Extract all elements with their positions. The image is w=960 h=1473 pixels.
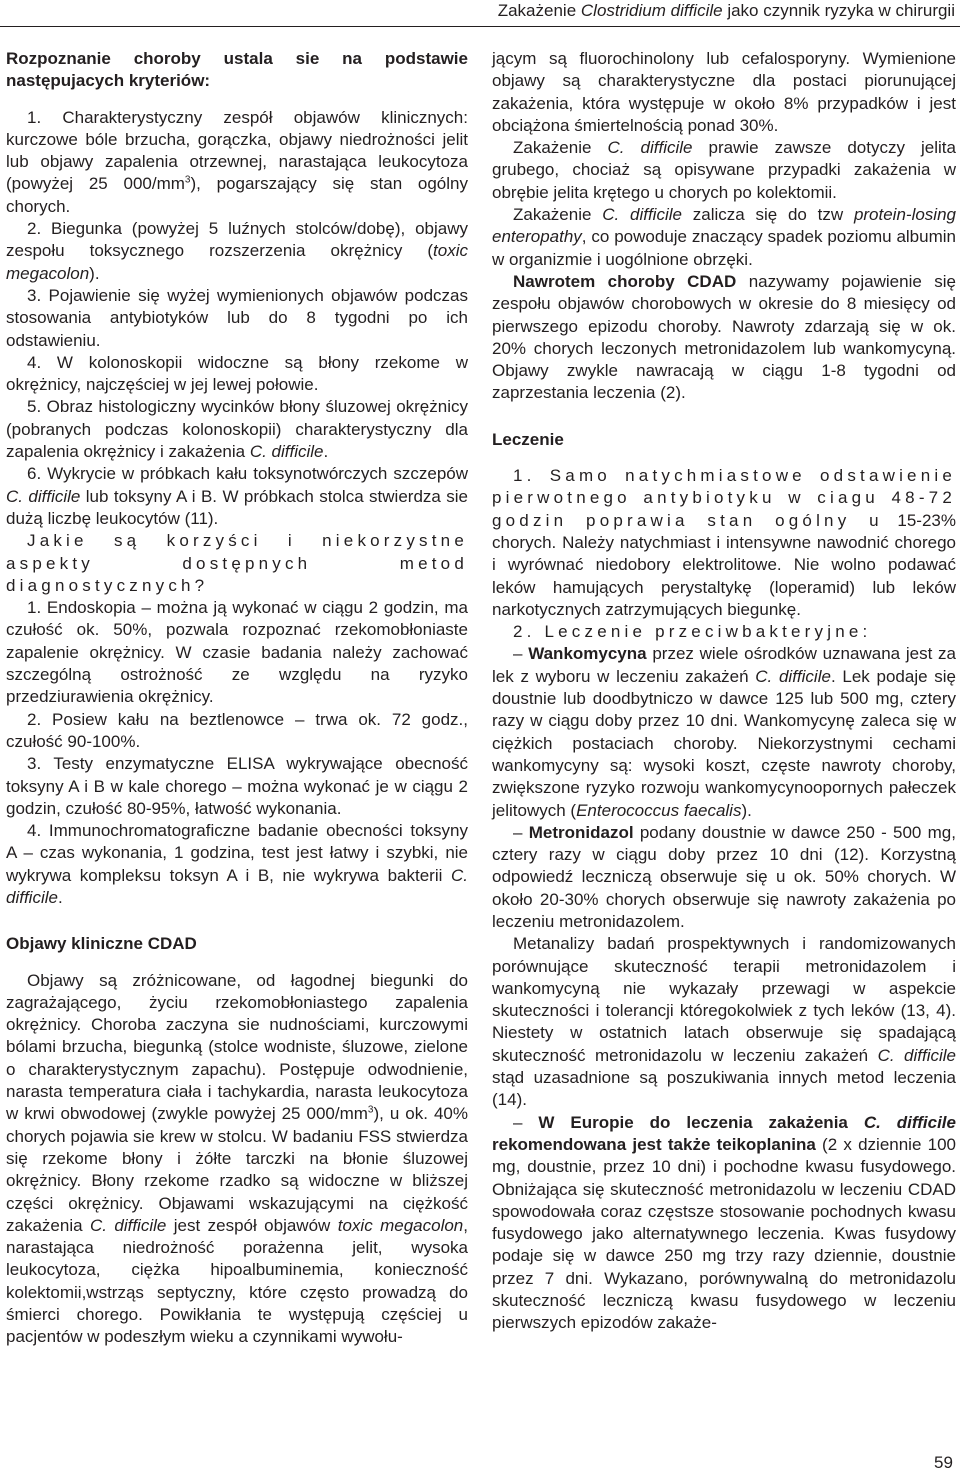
header-text-2: jako czynnik ryzyka w chirurgii (722, 1, 955, 20)
criterion-5: 5. Obraz histologiczny wycinków błony śluzowej okrężnicy (pobranych podczas kolonoskopii) charakterystyczny dla zapalenia okrężnicy i zakażenia C. difficile. (6, 397, 468, 462)
method-1: 1. Endoskopia – można ją wykonać w ciągu 2 godzin, ma czułość ok. 50%, pozwala rozpoznać rzekomobłoniaste zapalenie okrężnicy. W czasie badania należy zachować szczególną ostrożność ze względu na ryzyko przedziurawienia okrężnicy. (6, 598, 468, 707)
method-2: 2. Posiew kału na beztlenowce – trwa ok. 72 godz., czułość 90-100%. (6, 709, 468, 751)
paragraph-recurrence: Nawrotem choroby CDAD nazywamy pojawienie się zespołu objawów chorobowych w okresie do 8 miesięcy od pierwszego epizodu choroby. Nawroty zdarzają się w ok. 20% chorych leczonych metronidazolem lub wankomycyną. Objawy zwykle nawracają w ciągu 1-8 tygodni od zaprzestania leczenia (2). (492, 271, 956, 403)
method-4: 4. Immunochromatograficzne badanie obecności toksyny A – czas wykonania, 1 godzina, test jest łatwy i szybki, nie wykrywa kompleksu toksyn A i B, nie wykrywa bakterii C. difficile. (6, 821, 468, 907)
page-number: 59 (934, 1453, 953, 1472)
left-column (6, 48, 468, 1349)
criterion-3: 3. Pojawienie się wyżej wymienionych objawów podczas stosowania antybiotyków lub do 8 tygodni po ich odstawieniu. (6, 285, 468, 350)
metronidazole-paragraph: – Metronidazol podany doustnie w dawce 250 - 500 mg, cztery razy w ciągu doby przez 10 dni (12). Korzystną odpowiedź leczniczą obserwuje się u ok. 50% chorych. W około 20-30% chorych obserwuje się nawroty zakażenia po leczeniu metronidazolem. (492, 822, 956, 931)
criterion-6: 6. Wykrycie w próbkach kału toksynotwórczych szczepów C. difficile lub toksyny A i B. W próbkach stolca stwierdza sie dużą liczbę leukocytów (11). (6, 464, 468, 528)
header-text-1: Zakażenie (497, 1, 581, 20)
running-header (498, 0, 955, 22)
header-organism: Clostridium difficile (580, 1, 723, 20)
symptoms-heading: Objawy kliniczne CDAD (6, 934, 197, 954)
treatment-heading: Leczenie (492, 429, 564, 449)
paragraph-colon: Zakażenie C. difficile prawie zawsze dotyczy jelita grubego, chociaż są opisywane przypadki zakażenia w obrębie jelita krętego u chorych po kolektomii. (492, 138, 956, 202)
europe-paragraph: – W Europie do leczenia zakażenia C. difficile rekomendowana jest także teikoplanina (2 x dziennie 100 mg, doustnie, przez 10 dni) i pochodne kwasu fusydowego. Obniżająca się skuteczność metronidazolu w leczeniu CDAD spowodowała coraz częstsze stosowanie pochodnych kwasu fusydowego jako alternatywnego leczenia. Kwas fusydowy podaje się w dawce 250 mg trzy razy dziennie, doustnie przez 7 dni. Wykazano, porównywalną do metronidazolu skuteczność leczniczą kwasu fusydowego w leczeniu pierwszych epizodów zakaże- (492, 1112, 956, 1333)
header-rule (0, 26, 960, 27)
paragraph-fulminant: jącym są fluorochinolony lub cefalosporyny. Wymienione objawy są charakterystyczne dla postaci piorunującej zakażenia, która występuje w około 8% przypadków i jest obciążona śmiertelnością ponad 30%. (492, 49, 956, 135)
criteria-heading: Rozpoznanie choroby ustala sie na podstawie następujacych kryteriów: (6, 49, 468, 91)
criterion-4: 4. W kolonoskopii widoczne są błony rzekome w okrężnicy, najczęściej w jej lewej połowie. (6, 352, 468, 395)
vancomycin-paragraph: – Wankomycyna przez wiele ośrodków uznawana jest za lek z wyboru w leczeniu zakażeń C. difficile. Lek podaje się doustnie lub doodbytniczo w dawce 125 lub 500 mg, cztery razy w ciągu doby przez 10 dni. Wankomycynę zaleca się w ciężkich postaciach choroby. Niekorzystnymi cechami wankomycyny są: wysoki koszt, częste nawroty choroby, zwiększone ryzyko rozwoju wankomycynoopornych pałeczek jelitowych (Enterococcus faecalis). (492, 644, 956, 820)
diagnostics-question: Jakie są korzyści i niekorzystne aspekty dostępnych metod diagnostycznych? (6, 531, 468, 595)
right-column (492, 48, 956, 1335)
paragraph-protein-losing: Zakażenie C. difficile zalicza się do tzw protein-losing enteropathy, co powoduje znaczący spadek poziomu albumin w organizmie i uogólnione obrzęki. (492, 205, 956, 269)
criterion-1: 1. Charakterystyczny zespół objawów klinicznych: kurczowe bóle brzucha, gorączka, objawy niedrożności jelit lub objawy zapalenia otrzewnej, narastająca leukocytoza (powyżej 25 $000/mm^3$), pogarszający się stan ogólny chorych. (6, 107, 468, 216)
symptoms-paragraph: Objawy są zróżnicowane, od łagodnej biegunki do zagrażającego, życiu rzekomobłoniastego zapalenia okrężnicy. Choroba zaczyna sie nudnościami, kurczowymi bólami brzucha, biegunką (stolce wodniste, śluzowe, zielone o charakterystycznym zapachu). Postępuje odwodnienie, narasta temperatura ciała i tachykardia, narasta leukocytoza w krwi obwodowej (zwykle powyżej 25 $000/mm^3$), u ok. 40% chorych pojawia sie krew w stolcu. W badaniu FSS stwierdza się rzekome błony i żółte tarczki na błonie śluzowej okrężnicy. Błony rzekome rzadko są widoczne w bliższej części okrężnicy. Objawami wskazującymi na ciężkość zakażenia C. difficile jest zespół objawów toxic megacolon, narastająca niedrożność porażenna jelit, wysoka leukocytoza, ciężka hipoalbuminemia, konieczność kolektomii,wstrząs septyczny, które często prowadzą do śmierci chorego. Powikłania te występują częściej u pacjentów w podeszłym wieku a czynnikami wywołu- (6, 970, 469, 1347)
meta-analysis-paragraph: Metanalizy badań prospektywnych i randomizowanych porównujące skuteczność terapii metronidazolem i wankomycyną nie wykazały przewagi w aspekcie skuteczności i tolerancji któregokolwiek z tych leków (13, 4). Niestety w ostatnich latach obserwuje się spadającą skuteczność metronidazolu w leczeniu zakażeń C. difficile stąd uzasadnione są poszukiwania innych metod leczenia (14). (492, 934, 956, 1110)
method-3: 3. Testy enzymatyczne ELISA wykrywające obecność toksyny A i B w kale chorego – można wykonać je w ciągu 2 godzin, czułość 80-95%, łatwość wykonania. (6, 754, 468, 818)
criterion-2: 2. Biegunka (powyżej 5 luźnych stolców/dobę), objawy zespołu toksycznego rozszerzenia okrężnicy (toxic megacolon). (6, 219, 468, 283)
treatment-1: 1. Samo natychmiastowe odstawienie pierwotnego antybiotyku w ciagu 48-72 godzin poprawia stan ogólny u 15-23% chorych. Należy natychmiast i intensywne nawodnić chorego i wyrównać niedobory elektrolitowe. Nie wolno podawać leków hamujących perystaltykę (loperamid) lub leków narkotycznych zatrzymujących biegunkę. (492, 466, 956, 619)
treatment-2: 2. Leczenie przeciwbakteryjne: (513, 622, 872, 642)
